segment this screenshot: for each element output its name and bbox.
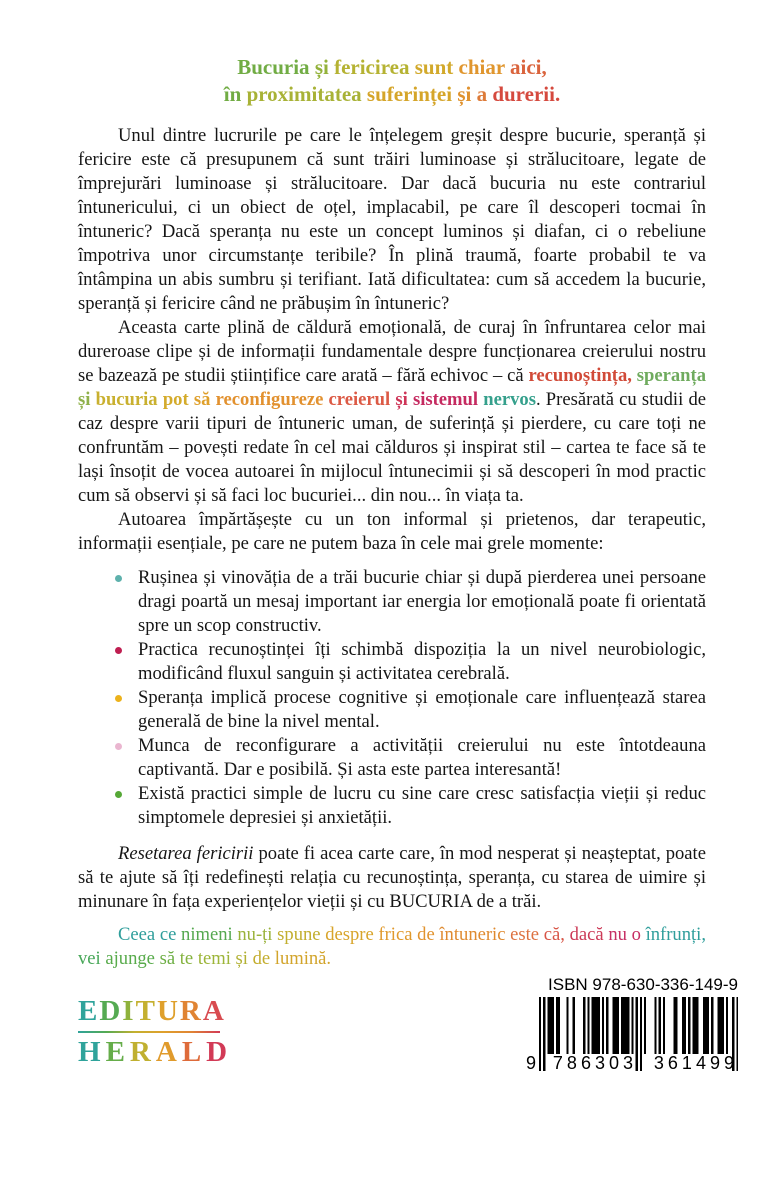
tagline-line-2: în proximitatea suferinței și a durerii.: [223, 82, 561, 106]
bullet-dot: [115, 695, 122, 702]
bullet-item: [78, 638, 706, 686]
paragraph-colored-quote: Ceea ce nimeni nu-ți spune despre frica de întuneric este că, dacă nu o înfrunți, vei ajunge să te temi și de lumină.: [78, 924, 706, 969]
publisher-name-editura: EDITURA: [78, 995, 226, 1027]
logo-divider: [78, 1031, 220, 1033]
bullet-item: [78, 734, 706, 782]
bullet-text: Practica recunoștinței îți schimbă dispoziția la un nivel neurobiologic, modificând fluxul sanguin și activitatea cerebrală.: [138, 639, 706, 684]
bullet-text: Există practici simple de lucru cu sine care cresc satisfacția vieții și reduc simptomele depresiei și anxietății.: [138, 783, 706, 828]
isbn-block: [526, 975, 738, 1072]
footer: [78, 975, 738, 1072]
barcode-digits: [526, 1054, 738, 1072]
bullet-dot: [115, 791, 122, 798]
publisher-logo: [78, 997, 232, 1067]
tagline: [78, 54, 706, 108]
bullet-item: [78, 686, 706, 734]
bullet-dot: [115, 647, 122, 654]
bullet-list: [78, 566, 706, 830]
paragraph-author-lead: Autoarea împărtășește cu un ton informal și prietenos, dar terapeutic, informații esențiale, pe care ne putem baza în cele mai grele momente:: [78, 509, 706, 554]
paragraph-book-description: Aceasta carte plină de căldură emoțională, de curaj în înfruntarea celor mai dureroase clipe și de informații fundamentale despre funcționarea creierului nostru se bazează pe studii științifice care arată – fără echivoc – că recunoștința, speranța și bucuria pot să reconfigureze creierul și sistemul nervos. Presărată cu studii de caz despre varii tipuri de întuneric uman, de suferință și pierdere, cu care toți ne confruntăm – povești redate în cel mai călduros și inspirat stil – cartea te face să te lași însoțit de vocea autoarei în mijlocul întunecimii și să descoperi în mod practic cum să observi și să faci loc bucuriei... din nou... în viața ta.: [78, 317, 706, 506]
bullet-text: Munca de reconfigurare a activității creierului nu este întotdeauna captivantă. Dar e posibilă. Și asta este partea interesantă!: [138, 735, 706, 780]
isbn-label: ISBN 978-630-336-149-9: [548, 975, 738, 994]
barcode-digit-lead: 9: [526, 1053, 537, 1073]
bullet-text: Rușinea și vinovăția de a trăi bucurie chiar și după pierderea unei persoane dragi poartă un mesaj important iar energia lor emoțională poate fi orientată spre un scop constructiv.: [138, 567, 706, 636]
bullet-item: [78, 566, 706, 638]
publisher-name-herald: HERALD: [78, 1036, 233, 1068]
paragraph-closing: Resetarea fericirii poate fi acea carte care, în mod nesperat și neașteptat, poate să te ajute să îți redefinești relația cu recunoștința, speranța, cu starea de uimire și minunare în fața experiențelor vieții și cu BUCURIA de a trăi.: [78, 843, 706, 912]
barcode-digit-group-right: 361499: [653, 1053, 738, 1073]
bullet-dot: [115, 575, 122, 582]
barcode-digit-group-left: 786303: [552, 1053, 637, 1073]
bullet-text: Speranța implică procese cognitive și emoționale care influențează starea generală de bine la nivel mental.: [138, 687, 706, 732]
bullet-item: [78, 782, 706, 830]
tagline-line-1: Bucuria și fericirea sunt chiar aici,: [237, 55, 547, 79]
paragraph-intro: Unul dintre lucrurile pe care le înțelegem greșit despre bucurie, speranță și fericire este că presupunem că sunt trăiri luminoase și strălucitoare, legate de împrejurări luminoase și strălucitoare. Dar dacă bucuria nu este contrariul întunericului, ci un obiect de oțel, implacabil, pe care îl descoperi tocmai în întuneric? Dacă speranța nu este un concept luminos și diafan, ci o rebeliune împotriva unor circumstanțe teribile? În plină traumă, foarte probabil te va întâmpina un abis sumbru și terifiant. Iată dificultatea: cum să accedem la bucurie, speranță și fericire când ne prăbușim în întuneric?: [78, 125, 706, 314]
bullet-dot: [115, 743, 122, 750]
